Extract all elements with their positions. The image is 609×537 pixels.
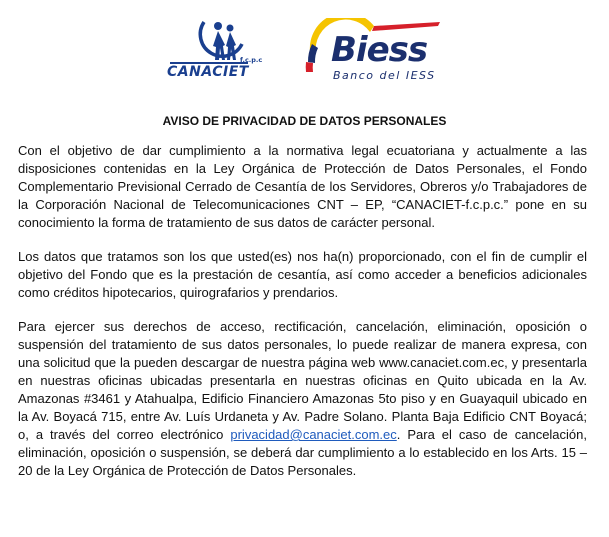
paragraph-rights-text: Para ejercer sus derechos de acceso, rectificación, cancelación, eliminación, oposición o suspensión del tratamiento de sus datos personales, lo puede realizar de manera expresa, con una solicitud que la pueden descargar de nuestra página web www.canaciet.com.ec, y presentarla en nuestras oficinas ubicadas presentarla en nuestras oficinas en Quito ubicada en la Av. Amazonas #3461 y Atahualpa, Edificio Financiero Amazonas 5to piso y en Guayaquil ubicado en la Av. Boyacá 715, entre Av. Luís Urdaneta y Av. Padre Solano. Planta Baja Edificio CNT Boyacá; o, a través del correo electrónico xyxy=(18,319,587,442)
paragraph-data-purpose: Los datos que tratamos son los que usted(es) nos ha(n) proporcionado, con el fin de cumplir el objetivo del Fondo que es la prestación de cesantía, así como acceder a beneficios adicionales como créditos hipotecarios, quirografarios y prendarios. xyxy=(18,249,587,300)
header-logos xyxy=(0,0,609,95)
document-title: AVISO DE PRIVACIDAD DE DATOS PERSONALES xyxy=(162,114,447,128)
biess-logo xyxy=(300,18,470,84)
canaciet-wordmark: CANACIET xyxy=(167,64,249,80)
paragraph-rights-text-end: . Para el caso de cancelación, eliminación, oposición o suspensión, se deberá dar cumplimiento a lo establecido en los Arts. 15 – 20 de la Ley Orgánica de Protección de Datos Personales. xyxy=(18,427,587,478)
privacy-email-link[interactable]: privacidad@canaciet.com.ec xyxy=(230,427,397,442)
biess-tagline: Banco del IESS xyxy=(333,69,436,82)
canaciet-logo xyxy=(166,16,266,82)
canaciet-suffix: f.c.p.c xyxy=(240,56,263,64)
paragraph-rights xyxy=(18,318,587,480)
paragraph-intro: Con el objetivo de dar cumplimiento a la normativa legal ecuatoriana y actualmente a las disposiciones contenidas en la Ley Orgánica de Protección de Datos Personales, el Fondo Complementario Previsional Cerrado de Cesantía de los Servidores, Obreros y/o Trabajadores de la Corporación Nacional de Telecomunicaciones CNT – EP, “CANACIET-f.c.p.c.” pone en su conocimiento la forma de tratamiento de sus datos de carácter personal. xyxy=(18,143,587,230)
biess-wordmark: Biess xyxy=(331,30,428,70)
